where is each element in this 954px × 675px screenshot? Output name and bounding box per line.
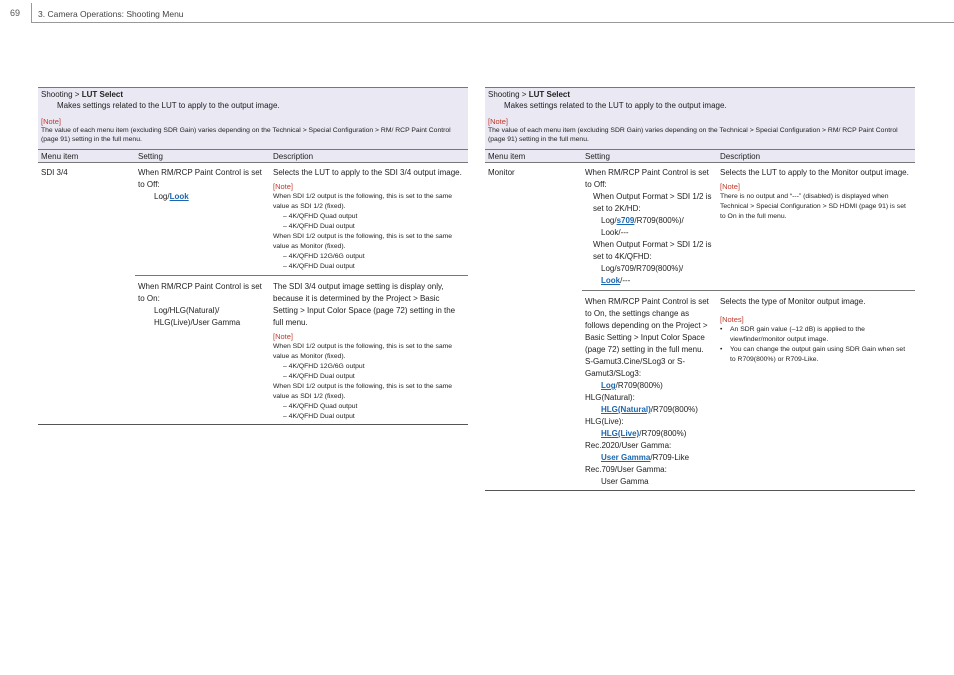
setting-cell: When RM/RCP Paint Control is set to On, the settings change as follows depending on the Project > Basic Setting > Input Color Space (page 72) setting in the full menu. S-Gamut3.Cine/SLog3 or S-Gamut3/SLog3: Log/R709(800%) HLG(Natural): HLG(Natural)/R709(800%) HLG(Live): HLG(Live)/R709(800%) Rec.2020/User Gamma: User Gamma/R709-Like Rec.709/User Gamma: User Gamma — [585, 297, 709, 486]
page-number: 69 — [10, 8, 21, 18]
subrow-paint-off — [135, 165, 468, 272]
column-headers — [38, 149, 468, 163]
menu-purpose: Makes settings related to the LUT to apply to the output image. — [504, 101, 727, 110]
menu-purpose: Makes settings related to the LUT to apply to the output image. — [57, 101, 280, 110]
table-row — [38, 163, 468, 424]
col-menu-item: Menu item — [41, 151, 79, 161]
column-headers — [485, 149, 915, 163]
subrow-paint-on — [135, 275, 468, 422]
table-caption — [485, 87, 915, 149]
chapter-title: 3. Camera Operations: Shooting Menu — [38, 9, 184, 19]
col-description: Description — [720, 151, 761, 161]
table-caption — [38, 87, 468, 149]
header-divider — [31, 3, 32, 22]
menu-path: Shooting > LUT Select — [41, 90, 124, 99]
setting-cell: When RM/RCP Paint Control is set to On: Log/HLG(Natural)/ HLG(Live)/User Gamma — [138, 282, 262, 327]
col-menu-item: Menu item — [488, 151, 526, 161]
note-text: The value of each menu item (excluding SDR Gain) varies depending on the Technical > Special Configuration > RM/ RCP Paint Control (page 91) setting in the full menu. — [41, 127, 451, 143]
default-value-link[interactable]: Log — [601, 381, 616, 390]
subrow-paint-off — [582, 165, 915, 287]
subrow-paint-on — [582, 290, 915, 488]
description-cell: Selects the LUT to apply to the Monitor output image. [Note] There is no output and “---” (disabled) is displayed when Technical > Special Configuration > SD HDMI (page 91) is set to On in the full menu. — [720, 168, 909, 220]
note-heading: [Note] — [488, 117, 509, 126]
list-item: • You can change the output gain using SDR Gain when set to R709(800%) or R709-Like. — [720, 346, 906, 363]
table-bottom-rule — [485, 490, 915, 491]
description-cell: The SDI 3/4 output image setting is display only, because it is determined by the Project > Basic Setting > Input Color Space (page 72) setting in the full menu. [Note] When SDI 1/2 output is the following, this is set to the same value as Monitor (fixed). – 4K/QFHD 12G/6G output – 4K/QFHD Dual output When SDI 1/2 output is the following, this is set to the same value as SDI 1/2 (fixed). – 4K/QFHD Quad output – 4K/QFHD Dual output — [273, 282, 456, 420]
lut-table-sdi — [38, 87, 468, 425]
table-bottom-rule — [38, 424, 468, 425]
col-description: Description — [273, 151, 314, 161]
setting-cell: When RM/RCP Paint Control is set to Off: When Output Format > SDI 1/2 is set to 2K/HD: Log/s709/R709(800%)/ Look/--- When Output Format > SDI 1/2 is set to 4K/QFHD: Log/s709/R709(800%)/ Look/--- — [585, 168, 712, 285]
description-cell: Selects the type of Monitor output image. [Notes] • An SDR gain value (–12 dB) is applied to the viewfinder/monitor output image. • You can change the output gain using SDR Gain when set to R709(800%) or R709-Like. — [717, 294, 915, 488]
setting-cell: When RM/RCP Paint Control is set to Off: Log/Look — [138, 168, 262, 201]
default-value-link[interactable]: Look — [169, 192, 189, 201]
default-value-link[interactable]: Look — [601, 276, 621, 285]
menu-item-cell: SDI 3/4 — [41, 168, 68, 177]
note-heading: [Note] — [41, 117, 62, 126]
table-row — [485, 163, 915, 490]
lut-table-monitor — [485, 87, 915, 491]
col-setting: Setting — [585, 151, 610, 161]
page-header — [0, 0, 954, 24]
default-value-link[interactable]: s709 — [616, 216, 635, 225]
note-text: The value of each menu item (excluding SDR Gain) varies depending on the Technical > Special Configuration > RM/ RCP Paint Control (page 91) setting in the full menu. — [488, 127, 898, 143]
description-cell: Selects the LUT to apply to the SDI 3/4 output image. [Note] When SDI 1/2 output is the following, this is set to the same value as SDI 1/2 (fixed). – 4K/QFHD Quad output – 4K/QFHD Dual output When SDI 1/2 output is the following, this is set to the same value as Monitor (fixed). – 4K/QFHD 12G/6G output – 4K/QFHD Dual output — [273, 168, 462, 270]
default-value-link[interactable]: HLG(Natural) — [601, 405, 651, 414]
menu-item-cell: Monitor — [488, 168, 515, 177]
header-rule — [31, 22, 954, 23]
col-setting: Setting — [138, 151, 163, 161]
default-value-link[interactable]: User Gamma — [601, 453, 651, 462]
list-item: • An SDR gain value (–12 dB) is applied to the viewfinder/monitor output image. — [720, 326, 865, 343]
default-value-link[interactable]: HLG(Live) — [601, 429, 640, 438]
menu-path: Shooting > LUT Select — [488, 90, 571, 99]
